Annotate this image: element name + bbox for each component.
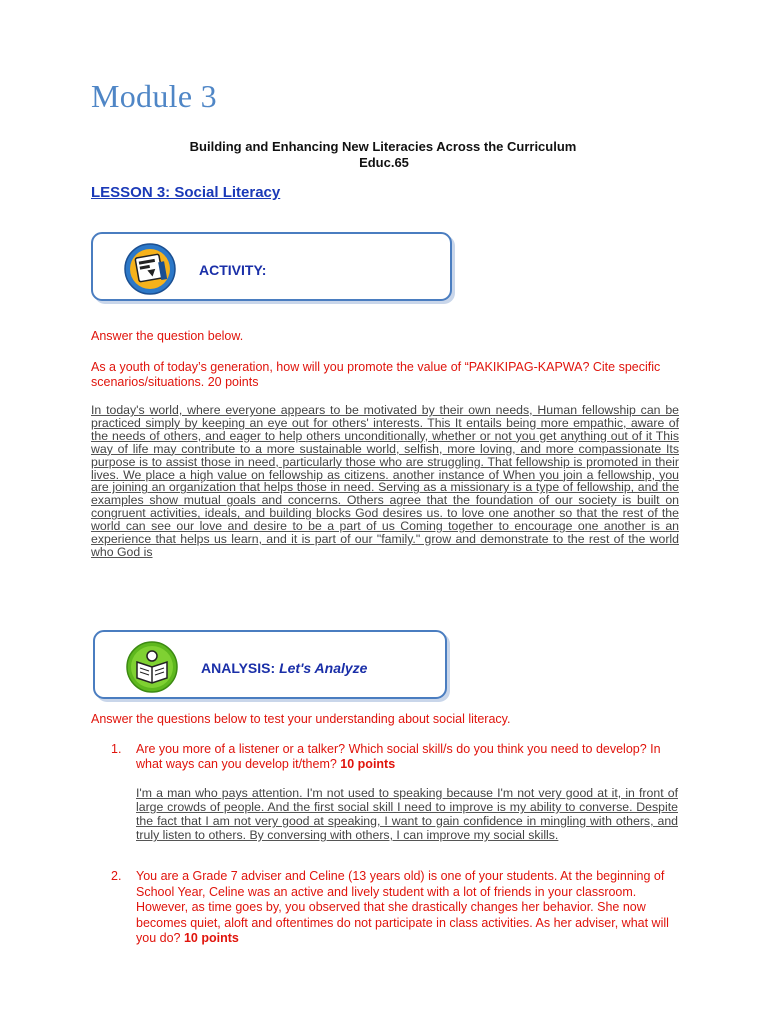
- analysis-sublabel: Let's Analyze: [279, 660, 368, 676]
- activity-board-icon: [123, 242, 175, 294]
- question-1-number: 1.: [111, 742, 122, 756]
- course-title-line1: Building and Enhancing New Literacies Across the Curriculum: [189, 139, 577, 154]
- activity-banner-label: ACTIVITY:: [199, 262, 267, 278]
- course-code: Educ.65: [359, 155, 409, 170]
- analysis-label: ANALYSIS:: [201, 660, 276, 676]
- activity-question: As a youth of today’s generation, how will you promote the value of “PAKIKIPAG-KAPWA? Cite specific scenarios/situations. 20 points: [91, 360, 661, 389]
- analysis-banner-label: [201, 660, 367, 676]
- lesson-title: LESSON 3: Social Literacy: [91, 184, 281, 201]
- question-2-points: 10 points: [183, 931, 239, 945]
- activity-instruction: Answer the question below.: [91, 329, 244, 343]
- question-1-points: 10 points: [340, 756, 396, 771]
- question-2-number: 2.: [111, 869, 122, 883]
- question-1-text: [136, 742, 676, 771]
- analysis-reader-icon: [125, 640, 177, 692]
- activity-banner: [91, 232, 452, 301]
- question-2-body: You are a Grade 7 adviser and Celine (13 years old) is one of your students. At the beginning of School Year, Celine was an active and lively student with a lot of friends in your classroom. However, as time goes by, you observed that she drastically changes her behavior. She now becomes quiet, aloft and oftentimes do not participate in class activities. As her adviser, what will you do?: [136, 869, 669, 945]
- question-1-body: Are you more of a listener or a talker? Which social skill/s do you think you need to develop? In what ways can you develop it/them?: [136, 742, 661, 771]
- analysis-banner: [93, 630, 447, 699]
- question-2-text: [136, 869, 676, 947]
- analysis-instruction: Answer the questions below to test your understanding about social literacy.: [91, 712, 511, 726]
- question-1-answer: I'm a man who pays attention. I'm not used to speaking because I'm not very good at it, in front of large crowds of people. And the first social skill I need to improve is my ability to converse. Despite the fact that I am not very good at speaking, I want to gain confidence in mingling with others, and truly listen to others. By conversing with others, I can improve my social skills.: [136, 786, 678, 842]
- module-title: Module 3: [91, 78, 217, 114]
- course-title: [0, 139, 768, 171]
- activity-answer: In today's world, where everyone appears to be motivated by their own needs, Human fellowship can be practiced simply by keeping an eye out for others' interests. This It entails being more empathic, aware of the needs of others, and eager to help others unconditionally, whether or not you get anything out of it This way of life may contribute to a more sustainable world, selfish, more loving, and more compassionate Its purpose is to assist those in need, particularly those who are struggling. That fellowship is promoted in their lives. We place a high value on fellowship as citizens. another instance of When you join a fellowship, you are joining an organization that helps those in need. Serving as a missionary is a type of fellowship, and the examples show mutual goals and concerns. Others agree that the foundation of our society is built on congruent activities, ideals, and building blocks God desires us. to love one another so that the rest of the world can see our love and desire to be a part of us Coming together to encourage one another is an experience that helps us learn, and it is part of our "family." grow and demonstrate to the rest of the world who God is: [91, 403, 679, 559]
